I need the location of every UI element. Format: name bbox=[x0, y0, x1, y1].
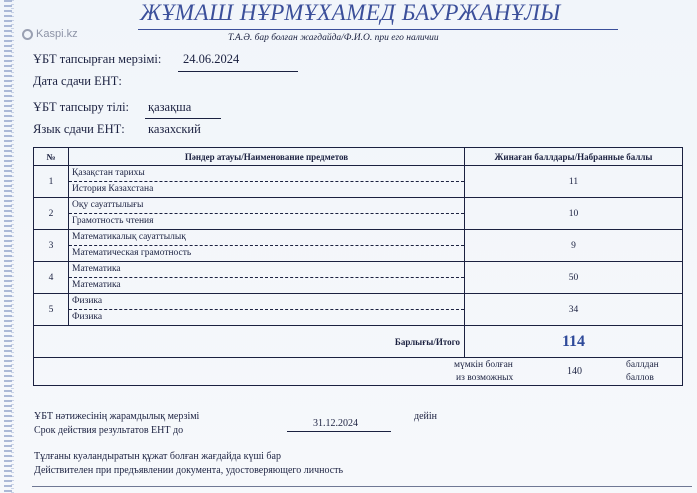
bottom-rule bbox=[32, 486, 692, 487]
name-caption: Т.А.Ә. бар болған жағдайда/Ф.И.О. при его наличии bbox=[228, 33, 439, 43]
validity-label-kk: ҰБТ нәтижесінің жарамдылық мерзімі bbox=[34, 411, 200, 422]
exam-lang-label-kk: ҰБТ тапсыру тілі: bbox=[33, 100, 130, 114]
full-name: ЖҰМАШ НҰРМҰХАМЕД БАУРЖАНҰЛЫ bbox=[140, 0, 561, 25]
exam-lang-value-kk: қазақша bbox=[148, 100, 192, 114]
subject-cell bbox=[69, 294, 465, 326]
subject-name-ru: История Казахстана bbox=[72, 184, 154, 194]
exam-lang-label-ru: Язык сдачи ЕНТ: bbox=[33, 122, 125, 136]
possible-row bbox=[34, 358, 683, 386]
possible-value: 140 bbox=[567, 366, 582, 377]
subject-cell bbox=[69, 262, 465, 294]
total-row bbox=[34, 326, 683, 358]
col-subject-header: Пәндер атауы/Наименование предметов bbox=[69, 148, 465, 166]
col-number-header: № bbox=[34, 148, 69, 166]
results-table bbox=[33, 147, 683, 386]
score-cell: 9 bbox=[465, 230, 683, 262]
row-number: 5 bbox=[34, 294, 69, 326]
exam-date-label-ru: Дата сдачи ЕНТ: bbox=[33, 74, 122, 88]
watermark-text: Kaspi.kz bbox=[36, 28, 78, 40]
validity-underline bbox=[287, 431, 391, 432]
total-label: Барлығы/Итого bbox=[34, 326, 465, 358]
logo-icon bbox=[22, 29, 33, 40]
subject-name-kk: Физика bbox=[69, 294, 464, 310]
exam-date-value: 24.06.2024 bbox=[183, 52, 240, 66]
possible-label-ru: из возможных bbox=[456, 373, 514, 383]
validity-date: 31.12.2024 bbox=[313, 418, 358, 429]
subject-name-kk: Оқу сауаттылығы bbox=[69, 198, 464, 214]
name-underline bbox=[138, 29, 618, 30]
score-cell: 11 bbox=[465, 166, 683, 198]
subject-cell bbox=[69, 166, 465, 198]
footer-line-kk: Тұлғаны куәландыратын құжат болған жағдайда күші бар bbox=[34, 451, 281, 462]
decorative-border-inner bbox=[11, 0, 14, 493]
points-label-ru: баллов bbox=[626, 373, 654, 383]
table-row bbox=[34, 166, 683, 198]
exam-date-underline bbox=[178, 71, 298, 72]
table-header-row bbox=[34, 148, 683, 166]
watermark-logo bbox=[22, 28, 78, 40]
row-number: 2 bbox=[34, 198, 69, 230]
table-row bbox=[34, 294, 683, 326]
validity-label-ru: Срок действия результатов ЕНТ до bbox=[34, 425, 184, 436]
subject-name-ru: Математическая грамотность bbox=[72, 248, 192, 258]
score-cell: 34 bbox=[465, 294, 683, 326]
exam-lang-underline bbox=[145, 118, 221, 119]
exam-lang-value-ru: казахский bbox=[148, 122, 201, 136]
subject-name-ru: Физика bbox=[72, 312, 103, 322]
subject-name-kk: Қазақстан тарихы bbox=[69, 166, 464, 182]
subject-name-kk: Математикалық сауаттылық bbox=[69, 230, 464, 246]
col-score-header: Жинаған баллдары/Набранные баллы bbox=[465, 148, 683, 166]
exam-date-label-kk: ҰБТ тапсырған мерзімі: bbox=[33, 52, 162, 66]
points-label-kk: баллдан bbox=[626, 360, 659, 370]
possible-label-kk: мүмкін болған bbox=[454, 360, 513, 370]
score-cell: 50 bbox=[465, 262, 683, 294]
subject-name-ru: Грамотность чтения bbox=[72, 216, 154, 226]
total-value: 114 bbox=[465, 326, 683, 358]
score-cell: 10 bbox=[465, 198, 683, 230]
validity-suffix: дейін bbox=[414, 411, 438, 422]
table-row bbox=[34, 198, 683, 230]
subject-name-ru: Математика bbox=[72, 280, 121, 290]
subject-cell bbox=[69, 230, 465, 262]
table-row bbox=[34, 262, 683, 294]
row-number: 1 bbox=[34, 166, 69, 198]
subject-name-kk: Математика bbox=[69, 262, 464, 278]
possible-cell bbox=[34, 358, 683, 386]
subject-cell bbox=[69, 198, 465, 230]
row-number: 3 bbox=[34, 230, 69, 262]
table-row bbox=[34, 230, 683, 262]
footer-line-ru: Действителен при предъявлении документа, удостоверяющего личность bbox=[34, 465, 344, 476]
row-number: 4 bbox=[34, 262, 69, 294]
